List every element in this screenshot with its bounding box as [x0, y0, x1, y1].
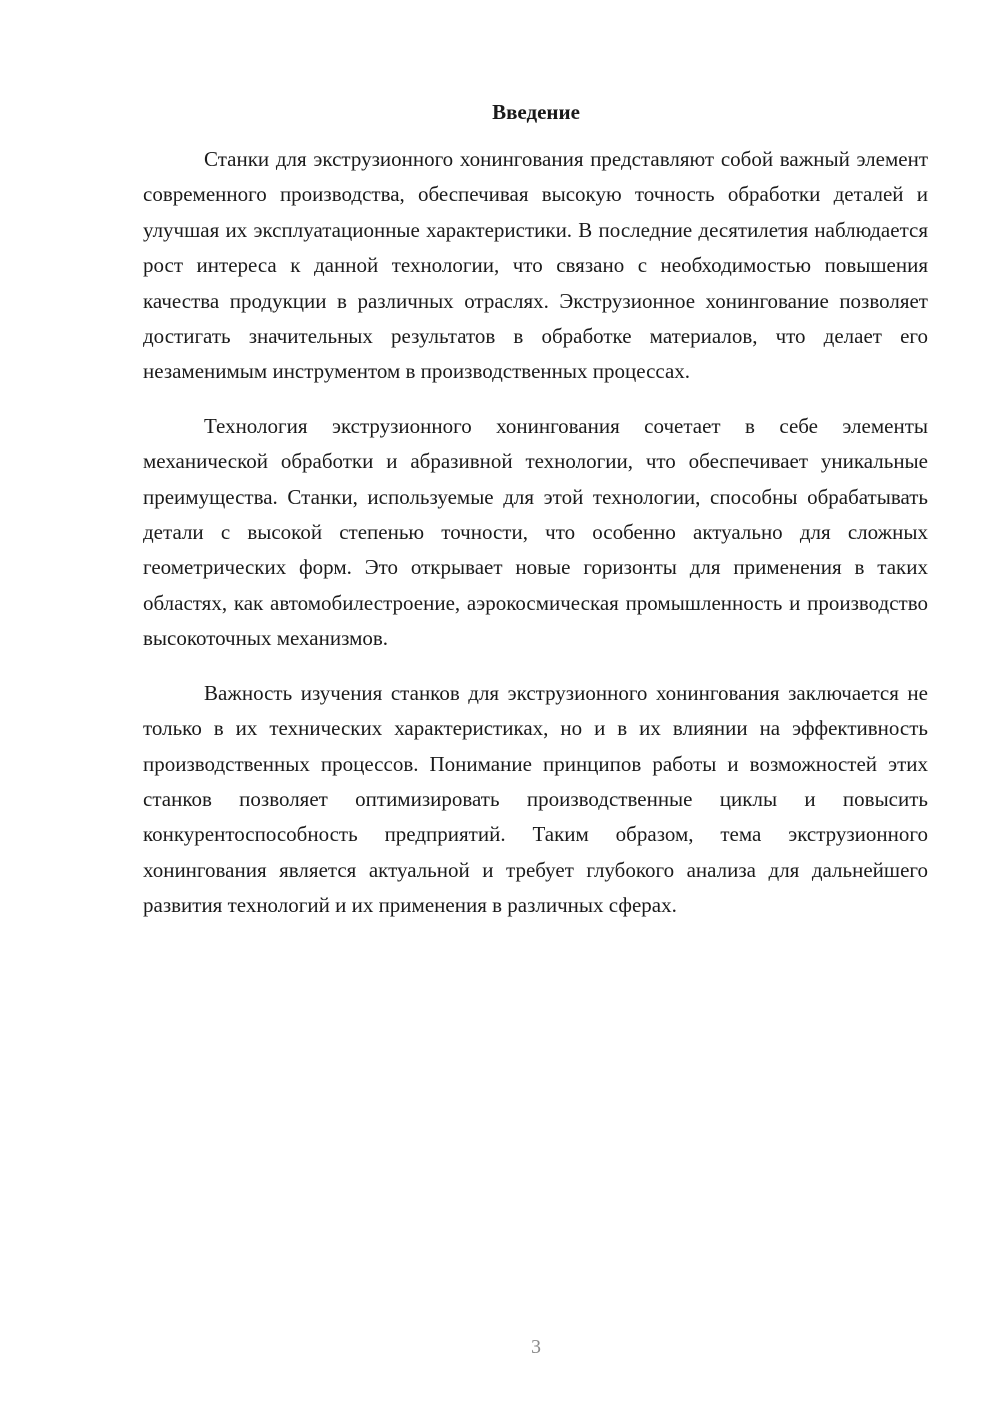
page-number: 3: [531, 1336, 541, 1358]
body-text: [143, 142, 928, 943]
paragraph-1: Станки для экструзионного хонингования представляют собой важный элемент современного производства, обеспечивая высокую точность обработки деталей и улучшая их эксплуатационные характеристики. В последние десятилетия наблюдается рост интереса к данной технологии, что связано с необходимостью повышения качества продукции в различных отраслях. Экструзионное хонингование позволяет достигать значительных результатов в обработке материалов, что делает его незаменимым инструментом в производственных процессах.: [143, 147, 928, 384]
paragraph-3: Важность изучения станков для экструзионного хонингования заключается не только в их технических характеристиках, но и в их влиянии на эффективность производственных процессов. Понимание принципов работы и возможностей этих станков позволяет оптимизировать производственные циклы и повысить конкурентоспособность предприятий. Таким образом, тема экструзионного хонингования является актуальной и требует глубокого анализа для дальнейшего развития технологий и их применения в различных сферах.: [143, 680, 928, 918]
section-heading: Введение: [492, 100, 580, 124]
paragraph-2: Технология экструзионного хонингования сочетает в себе элементы механической обработки и абразивной технологии, что обеспечивает уникальные преимущества. Станки, используемые для этой технологии, способны обрабатывать детали с высокой степенью точности, что особенно актуально для сложных геометрических форм. Это открывает новые горизонты для применения в таких областях, как автомобилестроение, аэрокосмическая промышленность и производство высокоточных механизмов.: [143, 413, 928, 651]
